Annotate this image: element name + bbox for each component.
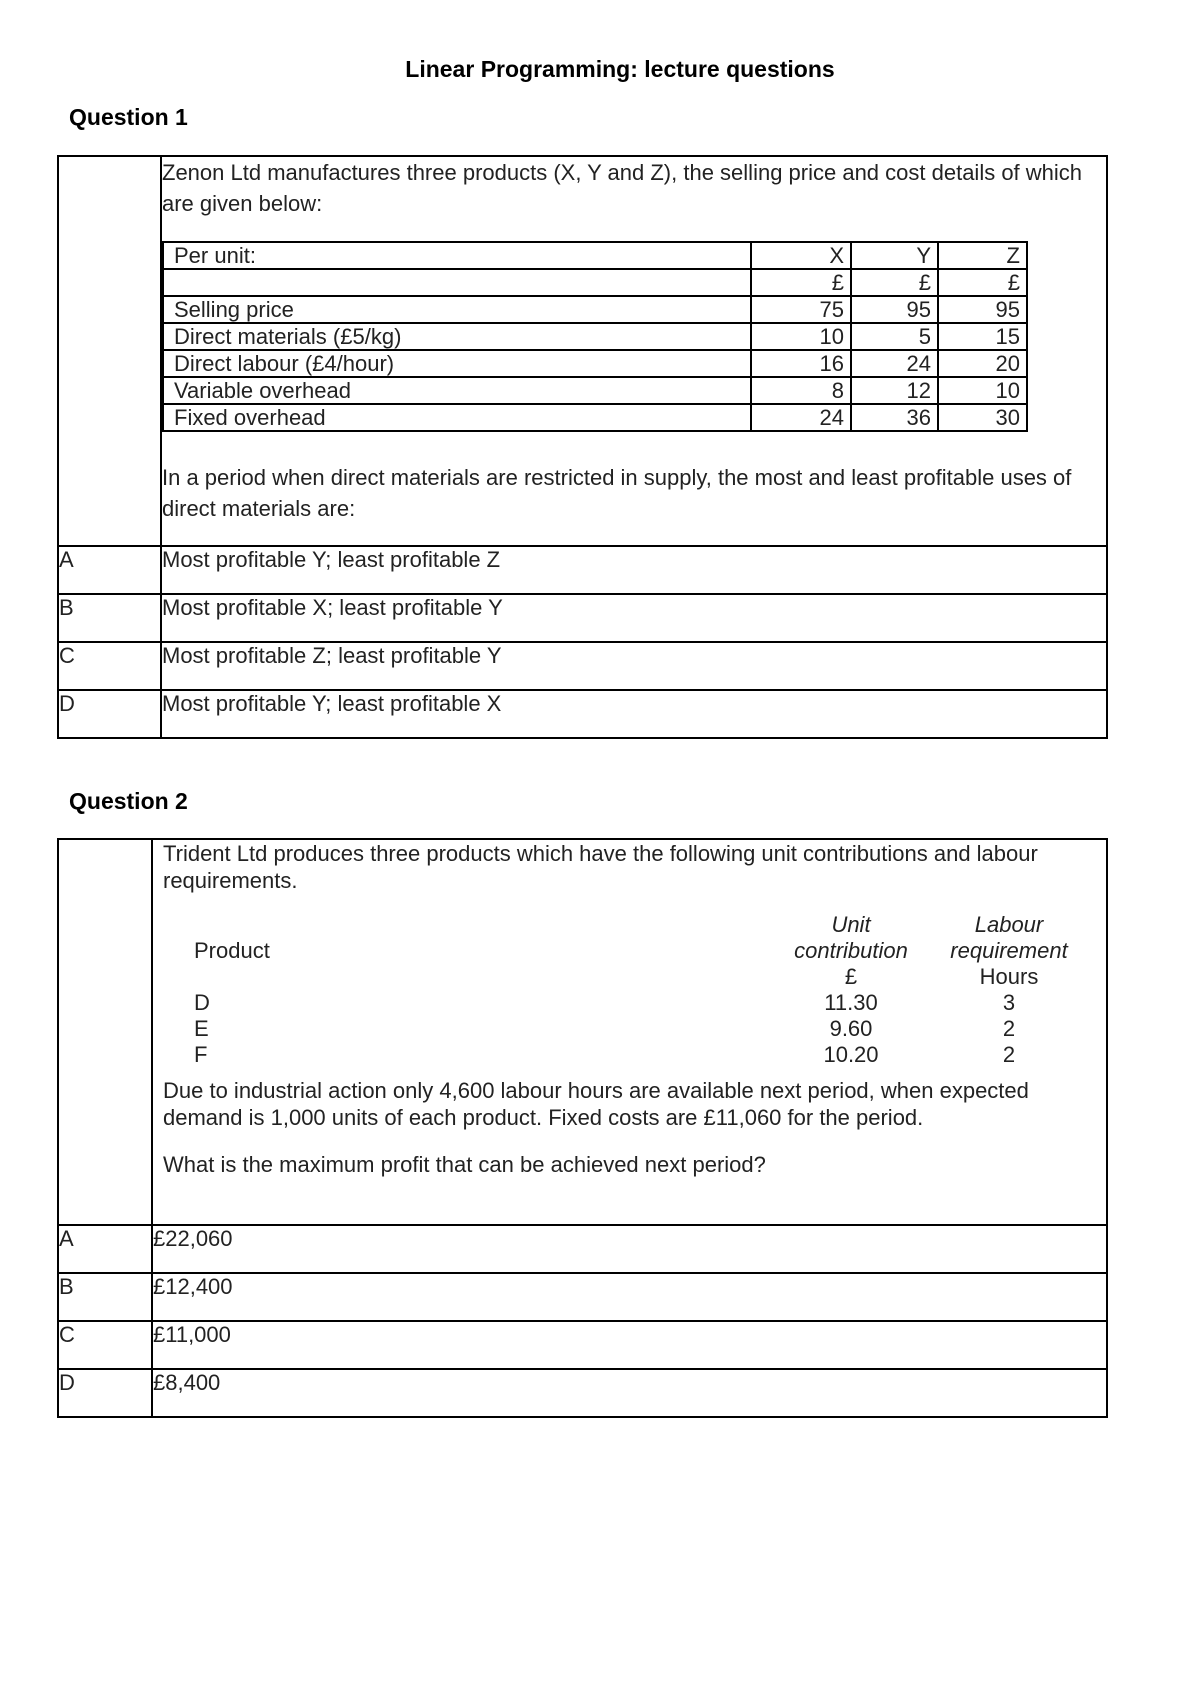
- cost-table-header-y: Y: [851, 242, 938, 269]
- product-name: E: [194, 1016, 209, 1041]
- option-row[interactable]: [58, 1321, 1107, 1369]
- cost-row-x: 10: [751, 323, 851, 350]
- option-text[interactable]: £22,060: [152, 1225, 1107, 1273]
- cost-row-label: Variable overhead: [163, 377, 751, 404]
- cost-row-y: 24: [851, 350, 938, 377]
- product-column: [194, 912, 314, 1068]
- option-text[interactable]: Most profitable X; least profitable Y: [161, 594, 1107, 642]
- cost-table-currency-label: [163, 269, 751, 296]
- unit-header-3: £: [844, 964, 858, 989]
- cost-row-z: 10: [938, 377, 1027, 404]
- question-2-question: What is the maximum profit that can be achieved next period?: [163, 1152, 766, 1177]
- contribution-column: [781, 912, 921, 1068]
- cost-row-z: 15: [938, 323, 1027, 350]
- question-1-intro: Zenon Ltd manufactures three products (X, Y and Z), the selling price and cost details of which are given below:: [162, 160, 1083, 216]
- cost-table-row: [163, 323, 1027, 350]
- contribution-value: 11.30: [824, 990, 878, 1015]
- cost-table-row: [163, 377, 1027, 404]
- question-2-table: [57, 838, 1108, 1418]
- product-name: D: [194, 990, 210, 1015]
- labour-column: [939, 912, 1079, 1068]
- question-1-heading: Question 1: [69, 104, 188, 130]
- labour-header-1: Labour: [974, 912, 1044, 937]
- cost-row-z: 20: [938, 350, 1027, 377]
- hours-value: 3: [1002, 990, 1016, 1015]
- cost-row-label: Direct materials (£5/kg): [163, 323, 751, 350]
- cost-table-currency-row: [163, 269, 1027, 296]
- question-1-question: In a period when direct materials are restricted in supply, the most and least profitable uses of direct materials are:: [162, 465, 1072, 521]
- product-grid: [163, 912, 1106, 1077]
- option-letter[interactable]: D: [58, 690, 161, 738]
- cost-table-row: [163, 350, 1027, 377]
- product-name: F: [194, 1042, 208, 1067]
- contribution-value: 9.60: [829, 1016, 873, 1041]
- option-row[interactable]: [58, 690, 1107, 738]
- option-row[interactable]: [58, 642, 1107, 690]
- cost-row-z: 95: [938, 296, 1027, 323]
- option-letter[interactable]: C: [58, 1321, 152, 1369]
- option-row[interactable]: [58, 594, 1107, 642]
- cost-row-label: Fixed overhead: [163, 404, 751, 431]
- cost-row-y: 95: [851, 296, 938, 323]
- option-letter[interactable]: C: [58, 642, 161, 690]
- cost-row-x: 8: [751, 377, 851, 404]
- labour-header-2: requirement: [950, 938, 1068, 963]
- cost-table-header-label: Per unit:: [163, 242, 751, 269]
- product-header: Product: [194, 938, 270, 963]
- question-2-blank-cell: [58, 839, 152, 1225]
- question-2-intro: Trident Ltd produces three products which have the following unit contributions and labour requirements.: [163, 841, 1038, 893]
- cost-row-y: 36: [851, 404, 938, 431]
- cost-row-x: 75: [751, 296, 851, 323]
- option-letter[interactable]: A: [58, 1225, 152, 1273]
- question-2-stem: [152, 839, 1107, 1225]
- cost-table-currency-y: £: [851, 269, 938, 296]
- cost-table-currency-x: £: [751, 269, 851, 296]
- hours-value: 2: [1002, 1042, 1016, 1067]
- option-letter[interactable]: D: [58, 1369, 152, 1417]
- option-text[interactable]: £8,400: [152, 1369, 1107, 1417]
- labour-header-3: Hours: [979, 964, 1039, 989]
- cost-table-currency-z: £: [938, 269, 1027, 296]
- cost-row-x: 16: [751, 350, 851, 377]
- question-1-blank-cell: [58, 156, 161, 546]
- cost-row-x: 24: [751, 404, 851, 431]
- cost-details-table: [162, 241, 1028, 432]
- question-2-heading: Question 2: [69, 788, 188, 814]
- option-row[interactable]: [58, 1225, 1107, 1273]
- question-1-table: [57, 155, 1108, 739]
- contribution-value: 10.20: [823, 1042, 879, 1067]
- option-row[interactable]: [58, 546, 1107, 594]
- option-text[interactable]: Most profitable Y; least profitable Z: [161, 546, 1107, 594]
- unit-header-1: Unit: [831, 912, 871, 937]
- unit-header-2: contribution: [794, 938, 908, 963]
- cost-table-row: [163, 404, 1027, 431]
- option-row[interactable]: [58, 1369, 1107, 1417]
- cost-row-label: Direct labour (£4/hour): [163, 350, 751, 377]
- question-1-stem: [161, 156, 1107, 546]
- option-letter[interactable]: A: [58, 546, 161, 594]
- option-letter[interactable]: B: [58, 1273, 152, 1321]
- cost-row-y: 5: [851, 323, 938, 350]
- cost-table-header-row: [163, 242, 1027, 269]
- hours-value: 2: [1002, 1016, 1016, 1041]
- cost-row-z: 30: [938, 404, 1027, 431]
- page-title: Linear Programming: lecture questions: [405, 56, 835, 82]
- cost-table-header-x: X: [751, 242, 851, 269]
- option-letter[interactable]: B: [58, 594, 161, 642]
- option-text[interactable]: Most profitable Y; least profitable X: [161, 690, 1107, 738]
- option-text[interactable]: £12,400: [152, 1273, 1107, 1321]
- question-2-paragraph: Due to industrial action only 4,600 labour hours are available next period, when expected demand is 1,000 units of each product. Fixed costs are £11,060 for the period.: [163, 1078, 1029, 1130]
- cost-table-header-z: Z: [938, 242, 1027, 269]
- cost-row-y: 12: [851, 377, 938, 404]
- cost-row-label: Selling price: [163, 296, 751, 323]
- cost-table-row: [163, 296, 1027, 323]
- option-text[interactable]: Most profitable Z; least profitable Y: [161, 642, 1107, 690]
- option-text[interactable]: £11,000: [152, 1321, 1107, 1369]
- option-row[interactable]: [58, 1273, 1107, 1321]
